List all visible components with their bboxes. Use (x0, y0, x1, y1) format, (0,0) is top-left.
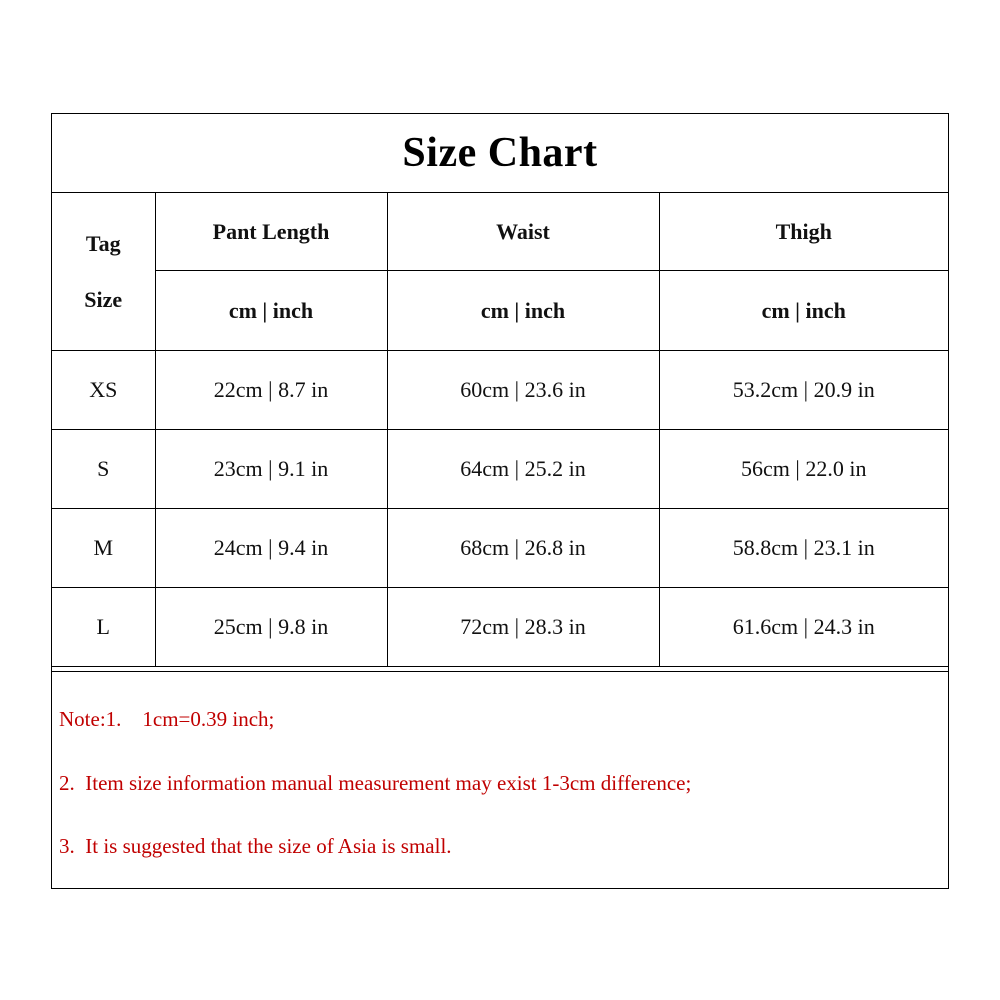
waist-cell: 64cm | 25.2 in (387, 430, 659, 509)
note-line: 2. Item size information manual measurement may exist 1-3cm difference; (59, 771, 692, 795)
table-row (52, 588, 948, 667)
table-row (52, 509, 948, 588)
thigh-cell: 56cm | 22.0 in (659, 430, 948, 509)
unit-thigh: cm | inch (659, 271, 948, 351)
size-cell: M (52, 509, 155, 588)
size-label: Size (84, 286, 123, 312)
waist-cell: 60cm | 23.6 in (387, 351, 659, 430)
header-row (52, 193, 948, 271)
note-line: Note:1. 1cm=0.39 inch; (59, 707, 275, 731)
note-line: 3. It is suggested that the size of Asia is small. (59, 834, 452, 858)
thigh-cell: 61.6cm | 24.3 in (659, 588, 948, 667)
tag-size-header (52, 193, 155, 351)
size-cell: XS (52, 351, 155, 430)
column-header-thigh: Thigh (659, 193, 948, 271)
table-row (52, 430, 948, 509)
pant-length-cell: 23cm | 9.1 in (155, 430, 387, 509)
unit-waist: cm | inch (387, 271, 659, 351)
size-cell: S (52, 430, 155, 509)
size-cell: L (52, 588, 155, 667)
waist-cell: 72cm | 28.3 in (387, 588, 659, 667)
table-row (52, 351, 948, 430)
column-header-waist: Waist (387, 193, 659, 271)
size-chart (51, 113, 949, 889)
waist-cell: 68cm | 26.8 in (387, 509, 659, 588)
unit-pant-length: cm | inch (155, 271, 387, 351)
pant-length-cell: 25cm | 9.8 in (155, 588, 387, 667)
unit-row (52, 271, 948, 351)
pant-length-cell: 24cm | 9.4 in (155, 509, 387, 588)
size-table (52, 193, 948, 667)
pant-length-cell: 22cm | 8.7 in (155, 351, 387, 430)
column-header-pant-length: Pant Length (155, 193, 387, 271)
title-row (52, 114, 948, 193)
notes-section (52, 671, 948, 889)
thigh-cell: 53.2cm | 20.9 in (659, 351, 948, 430)
tag-label: Tag (85, 230, 121, 256)
thigh-cell: 58.8cm | 23.1 in (659, 509, 948, 588)
chart-title: Size Chart (402, 130, 598, 176)
